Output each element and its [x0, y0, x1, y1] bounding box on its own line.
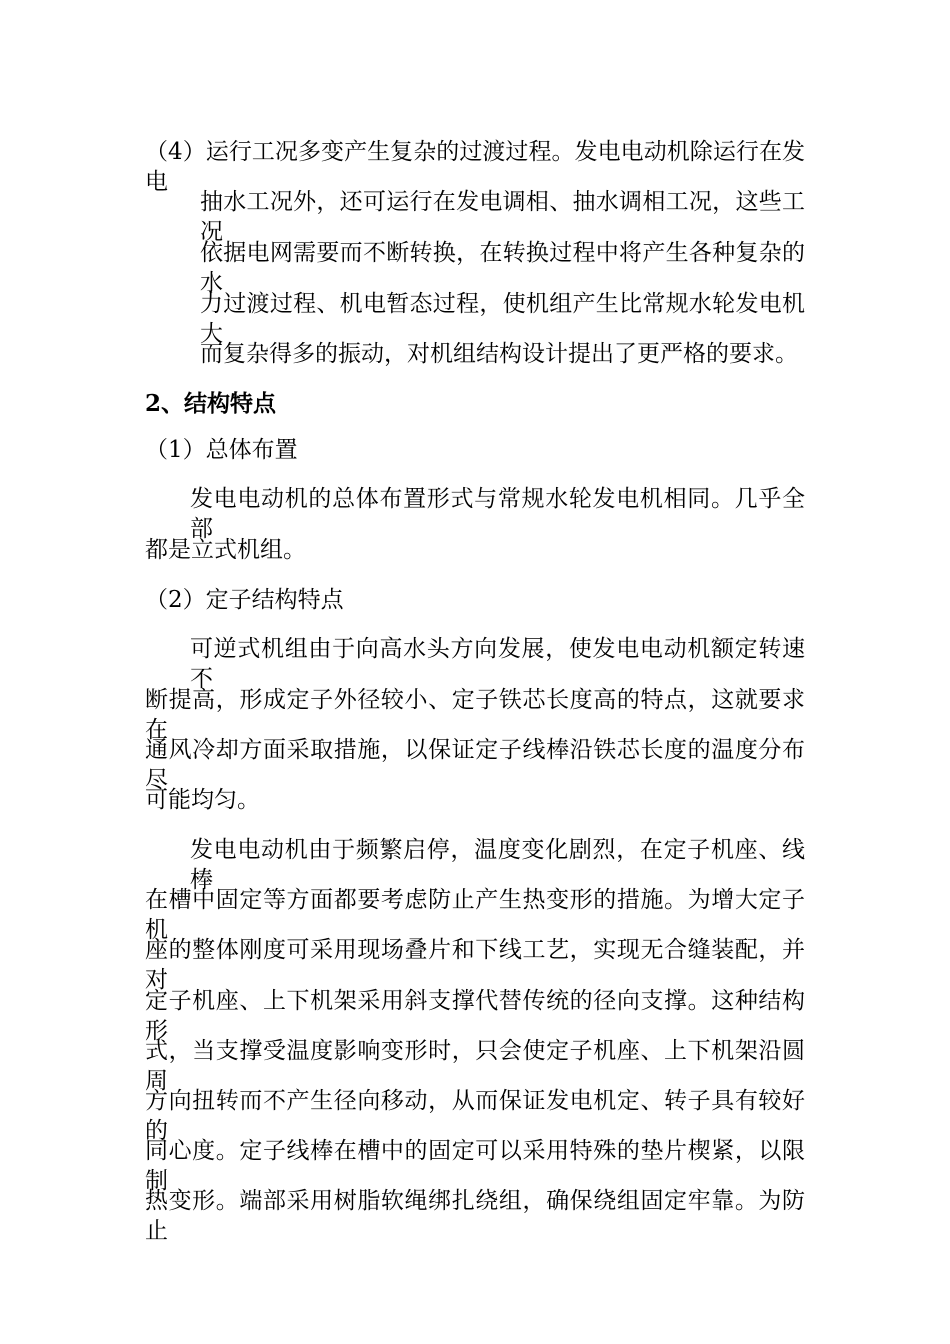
sub2-para1-line-4: 可能均匀。 — [145, 787, 260, 813]
sub2-para2-line-5: 式，当支撑受温度影响变形时，只会使定子机座、上下机架沿圆周 — [145, 1038, 805, 1094]
sub2-para2-line-8: 热变形。端部采用树脂软绳绑扎绕组，确保绕组固定牢靠。为防止 — [145, 1188, 805, 1244]
sub2-para2-line-6: 方向扭转而不产生径向移动，从而保证发电机定、转子具有较好的 — [145, 1088, 805, 1144]
sub2-para1-line-3: 通风冷却方面采取措施，以保证定子线棒沿铁芯长度的温度分布尽 — [145, 737, 805, 793]
item4-line-1: （4）运行工况多变产生复杂的过渡过程。发电电动机除运行在发电 — [145, 139, 805, 195]
sub1-paragraph-line-2: 都是立式机组。 — [145, 537, 306, 563]
sub2-para2-line-4: 定子机座、上下机架采用斜支撑代替传统的径向支撑。这种结构形 — [145, 988, 805, 1044]
sub2-para1-line-2: 断提高，形成定子外径较小、定子铁芯长度高的特点，这就要求在 — [145, 687, 805, 743]
item4-line-2: 抽水工况外，还可运行在发电调相、抽水调相工况，这些工况 — [200, 189, 805, 245]
sub2-para2-line-1: 发电电动机由于频繁启停，温度变化剧烈，在定子机座、线棒 — [190, 837, 805, 893]
subsection-heading-2: （2）定子结构特点 — [145, 587, 344, 613]
subsection-heading-1: （1）总体布置 — [145, 437, 298, 463]
sub1-paragraph-line-1: 发电电动机的总体布置形式与常规水轮发电机相同。几乎全部 — [190, 486, 805, 542]
item4-line-4: 力过渡过程、机电暂态过程，使机组产生比常规水轮发电机大 — [200, 291, 805, 347]
section-heading: 2、结构特点 — [145, 390, 277, 417]
item4-line-5: 而复杂得多的振动，对机组结构设计提出了更严格的要求。 — [200, 341, 798, 367]
sub2-para2-line-2: 在槽中固定等方面都要考虑防止产生热变形的措施。为增大定子机 — [145, 887, 805, 943]
sub2-para2-line-3: 座的整体刚度可采用现场叠片和下线工艺，实现无合缝装配，并对 — [145, 937, 805, 993]
sub2-para2-line-7: 同心度。定子线棒在槽中的固定可以采用特殊的垫片楔紧，以限制 — [145, 1138, 805, 1194]
sub2-para1-line-1: 可逆式机组由于向高水头方向发展，使发电电动机额定转速不 — [190, 636, 805, 692]
item4-line-3: 依据电网需要而不断转换，在转换过程中将产生各种复杂的水 — [200, 240, 805, 296]
